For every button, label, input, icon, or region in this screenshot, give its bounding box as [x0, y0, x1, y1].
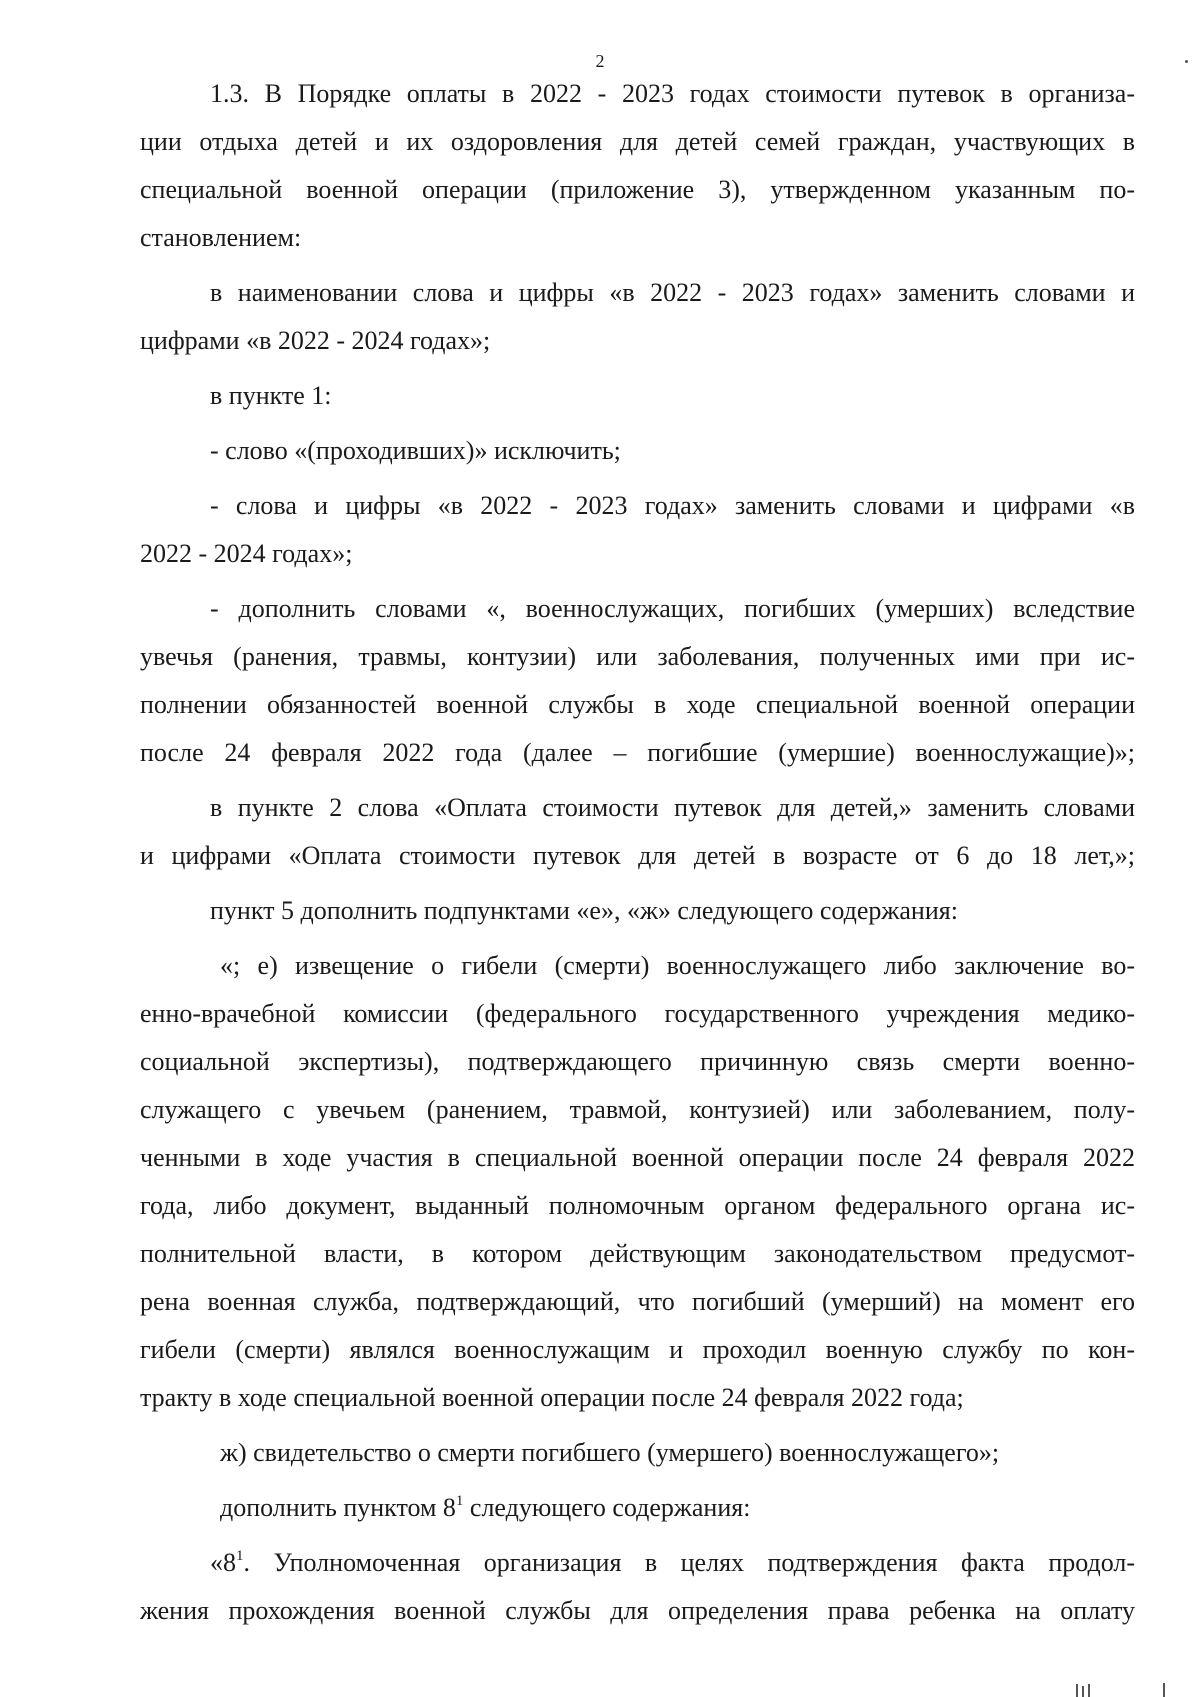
text-line: [140, 1539, 1135, 1587]
paragraph-subpoint-zh: ж) свидетельство о смерти погибшего (умершего) военнослужащего»;: [220, 1438, 1000, 1467]
text-line: енно-врачебной комиссии (федерального государственного учреждения медико-: [140, 999, 1135, 1028]
scan-artifact: [1082, 1686, 1084, 1697]
paragraph-point-1: в пункте 1:: [210, 381, 332, 410]
text-segment: . Уполномоченная организация в целях подтверждения факта продол-: [243, 1548, 1135, 1577]
text-line: полнительной власти, в котором действующим законодательством предусмот-: [140, 1239, 1135, 1268]
text-line: и цифрами «Оплата стоимости путевок для детей в возрасте от 6 до 18 лет,»;: [140, 841, 1135, 870]
text-segment: дополнить пунктом 8: [220, 1493, 456, 1522]
text-line: - дополнить словами «, военнослужащих, погибших (умерших) вследствие: [210, 594, 1135, 623]
paragraph-word-removal: - слово «(проходивших)» исключить;: [210, 436, 621, 465]
text-line: ченными в ходе участия в специальной военной операции после 24 февраля 2022: [140, 1143, 1135, 1172]
text-line: года, либо документ, выданный полномочным органом федерального органа ис-: [140, 1191, 1135, 1220]
text-line: увечья (ранения, травмы, контузии) или заболевания, полученных ими при ис-: [140, 642, 1135, 671]
text-line: после 24 февраля 2022 года (далее – погибшие (умершие) военнослужащие)»;: [140, 738, 1135, 767]
text-line: 2022 - 2024 годах»;: [140, 539, 353, 568]
text-line: социальной экспертизы), подтверждающего причинную связь смерти военно-: [140, 1047, 1135, 1076]
text-line: жения прохождения военной службы для определения права ребенка на оплату: [140, 1596, 1135, 1625]
paragraph-point-5: пункт 5 дополнить подпунктами «е», «ж» следующего содержания:: [210, 896, 958, 925]
paragraph-subpoint-e: [140, 942, 1135, 1422]
text-line: 1.3. В Порядке оплаты в 2022 - 2023 годах стоимости путевок в организа-: [210, 79, 1135, 108]
text-line: специальной военной операции (приложение 3), утвержденном указанным по-: [140, 175, 1135, 204]
text-line: в наименовании слова и цифры «в 2022 - 2023 годах» заменить словами и: [210, 278, 1135, 307]
paragraph-add-point-8-1: [140, 1484, 1135, 1532]
paragraph-years-change: [140, 482, 1135, 578]
scan-artifact: [1185, 60, 1188, 63]
superscript-index: 1: [455, 1493, 464, 1509]
text-line: цифрами «в 2022 - 2024 годах»;: [140, 326, 491, 355]
text-line: полнении обязанностей военной службы в ходе специальной военной операции: [140, 690, 1135, 719]
page-number: 2: [595, 51, 605, 71]
scan-artifact: [1088, 1684, 1090, 1697]
text-segment: следующего содержания:: [463, 1493, 751, 1522]
document-body: [140, 70, 1135, 1635]
paragraph-addition-servicemen: [140, 585, 1135, 777]
text-line: тракту в ходе специальной военной операции после 24 февраля 2022 года;: [140, 1383, 964, 1412]
text-line: становлением:: [140, 223, 302, 252]
scan-artifact: [1076, 1684, 1078, 1697]
text-segment: «8: [210, 1548, 236, 1577]
text-line: служащего с увечьем (ранением, травмой, контузией) или заболеванием, полу-: [140, 1095, 1135, 1124]
paragraph-point-8-1-text: [140, 1539, 1135, 1635]
superscript-index: 1: [236, 1548, 244, 1564]
text-line: «; е) извещение о гибели (смерти) военнослужащего либо заключение во-: [220, 951, 1135, 980]
paragraph-1-3: [140, 70, 1135, 262]
paragraph-point-2: [140, 784, 1135, 880]
text-line: - слова и цифры «в 2022 - 2023 годах» заменить словами и цифрами «в: [210, 491, 1135, 520]
paragraph-title-change: [140, 269, 1135, 365]
text-line: ции отдыха детей и их оздоровления для детей семей граждан, участвующих в: [140, 127, 1135, 156]
text-line: рена военная служба, подтверждающий, что погибший (умерший) на момент его: [140, 1287, 1135, 1316]
text-line: гибели (смерти) являлся военнослужащим и проходил военную службу по кон-: [140, 1335, 1135, 1364]
scan-artifact: [1163, 1683, 1165, 1697]
text-line: в пункте 2 слова «Оплата стоимости путевок для детей,» заменить словами: [210, 793, 1135, 822]
